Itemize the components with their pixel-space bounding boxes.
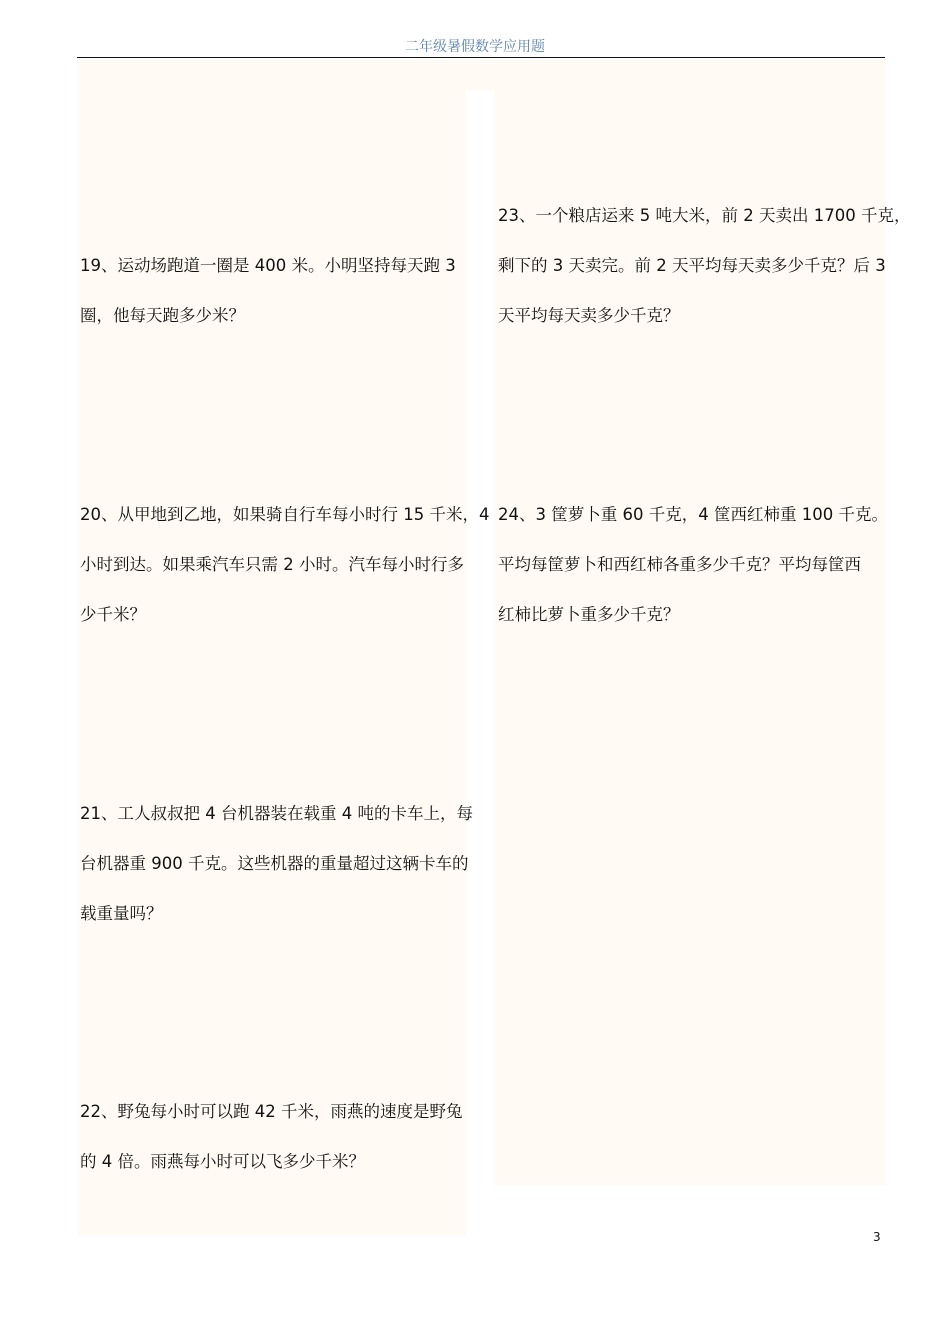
question-21-line: 台机器重 900 千克。这些机器的重量超过这辆卡车的 xyxy=(80,854,469,873)
header-title: 二年级暑假数学应用题 xyxy=(405,39,545,55)
question-24-line: 24、3 筐萝卜重 60 千克，4 筐西红柿重 100 千克。 xyxy=(498,505,888,524)
question-19-line: 19、运动场跑道一圈是 400 米。小明坚持每天跑 3 xyxy=(80,256,456,275)
question-20-line: 20、从甲地到乙地，如果骑自行车每小时行 15 千米，4 xyxy=(80,505,490,524)
question-22-line: 的 4 倍。雨燕每小时可以飞多少千米？ xyxy=(80,1152,365,1171)
header-rule xyxy=(77,57,885,58)
page-number: 3 xyxy=(873,1230,881,1244)
question-23-line: 23、一个粮店运来 5 吨大米，前 2 天卖出 1700 千克， xyxy=(498,206,911,225)
question-19-line: 圈，他每天跑多少米？ xyxy=(80,306,245,325)
question-24-line: 红柿比萝卜重多少千克？ xyxy=(498,605,680,624)
question-23-line: 剩下的 3 天卖完。前 2 天平均每天卖多少千克？后 3 xyxy=(498,256,886,275)
question-21-line: 21、工人叔叔把 4 台机器装在载重 4 吨的卡车上，每 xyxy=(80,804,473,823)
question-20-line: 小时到达。如果乘汽车只需 2 小时。汽车每小时行多 xyxy=(80,555,464,574)
question-24-line: 平均每筐萝卜和西红柿各重多少千克？平均每筐西 xyxy=(498,555,861,574)
column-gap-top xyxy=(466,60,494,90)
question-21-line: 载重量吗？ xyxy=(80,904,163,923)
question-20-line: 少千米？ xyxy=(80,605,146,624)
left-column xyxy=(78,60,469,1235)
question-23-line: 天平均每天卖多少千克？ xyxy=(498,306,680,325)
question-22-line: 22、野兔每小时可以跑 42 千米，雨燕的速度是野兔 xyxy=(80,1102,463,1121)
